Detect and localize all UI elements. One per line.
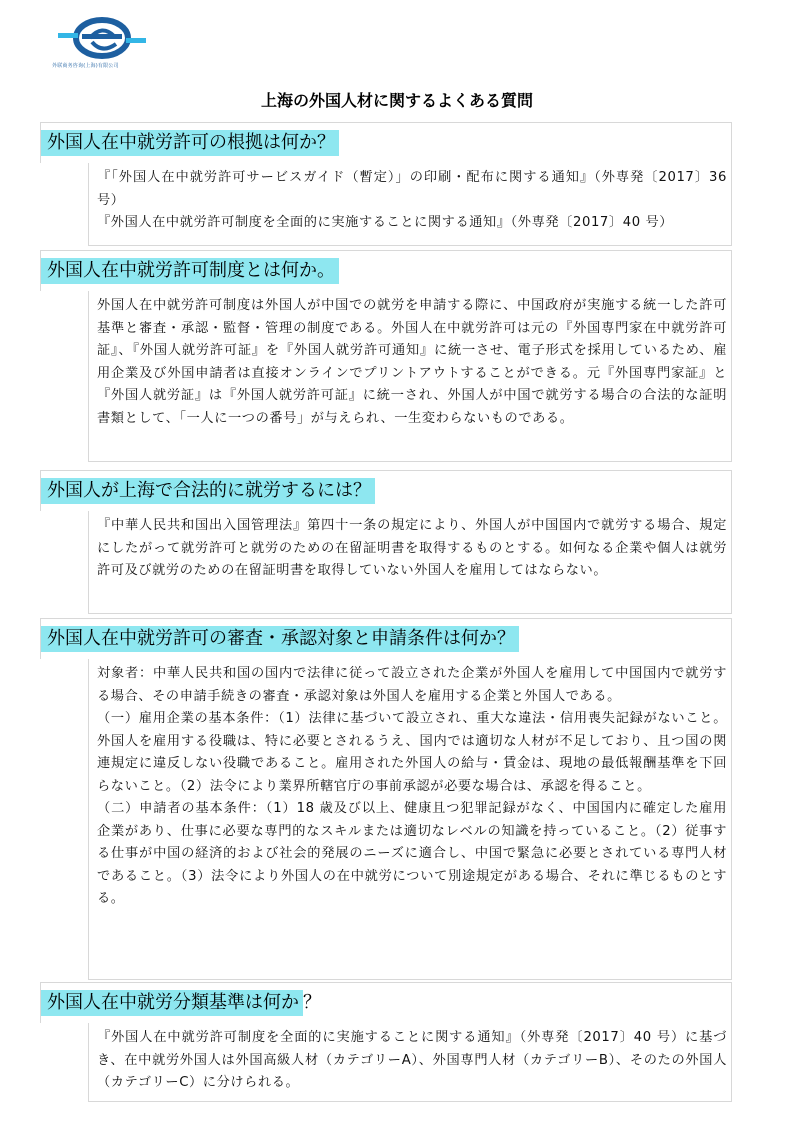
question-row bbox=[40, 618, 732, 659]
answer-box bbox=[88, 291, 732, 462]
answer-paragraph: 『中華人民共和国出入国管理法』第四十一条の規定により、外国人が中国国内で就労する場合、規定にしたがって就労許可と就労のための在留証明書を取得するものとする。如何なる企業や個人は就労許可及び就労のための在留証明書を取得していない外国人を雇用してはならない。 bbox=[97, 518, 727, 578]
answer-box bbox=[88, 511, 732, 614]
question-row bbox=[40, 122, 732, 163]
answer-box bbox=[88, 1023, 732, 1102]
question-row bbox=[40, 250, 732, 291]
answer-paragraph: 『外国人在中就労許可制度を全面的に実施することに関する通知』（外専発〔2017〕40 号） bbox=[97, 215, 674, 230]
question-row bbox=[40, 982, 732, 1023]
question-heading: 外国人が上海で合法的に就労するには？ bbox=[41, 478, 375, 504]
question-heading: 外国人在中就労許可制度とは何か。 bbox=[41, 258, 339, 284]
logo-caption: 外联商务咨询(上海)有限公司 bbox=[52, 63, 119, 69]
faq-section bbox=[40, 470, 732, 614]
answer-paragraph: 外国人在中就労許可制度は外国人が中国での就労を申請する際に、中国政府が実施する統一した許可基準と審査・承認・監督・管理の制度である。外国人在中就労許可は元の『外国専門家在中就労許可証』、『外国人就労許可証』を『外国人就労許可通知』に統一させ、電子形式を採用しているため、雇用企業及び外国申請者は直接オンラインでプリントアウトすることができる。元『外国専門家証』と『外国人就労証』は『外国人就労許可証』に統一され、外国人が中国で就労する場合の合法的な証明書類として、「一人に一つの番号」が与えられ、一生変わらないものである。 bbox=[97, 298, 727, 426]
answer-box bbox=[88, 163, 732, 246]
logo-emblem-icon bbox=[52, 14, 152, 64]
faq-section bbox=[40, 122, 732, 246]
faq-section bbox=[40, 982, 732, 1102]
page-title: 上海の外国人材に関するよくある質問 bbox=[260, 91, 533, 110]
question-heading: 外国人在中就労分類基準は何か bbox=[41, 990, 303, 1016]
faq-section bbox=[40, 618, 732, 980]
answer-paragraph: （二）申請者の基本条件：（1）18 歳及び以上、健康且つ犯罪記録がなく、中国国内に確定した雇用企業があり、仕事に必要な専門的なスキルまたは適切なレベルの知識を持っていること。（2）従事する仕事が中国の経済的および社会的発展のニーズに適合し、中国で緊急に必要とされている専門人材であること。（3）法令により外国人の在中就労について別途規定がある場合、それに準じるものとする。 bbox=[97, 801, 727, 906]
question-heading: 外国人在中就労許可の根拠は何か？ bbox=[41, 130, 339, 156]
answer-paragraph: 対象者：中華人民共和国の国内で法律に従って設立された企業が外国人を雇用して中国国内で就労する場合、その申請手続きの審査・承認対象は外国人を雇用する企業と外国人である。 bbox=[97, 666, 727, 704]
question-mark: ？ bbox=[303, 992, 321, 1013]
answer-paragraph: （一）雇用企業の基本条件：（1）法律に基づいて設立され、重大な違法・信用喪失記録がないこと。外国人を雇用する役職は、特に必要とされるうえ、国内では適切な人材が不足しており、且つ国の関連規定に違反しない役職であること。雇用された外国人の給与・賃金は、現地の最低報酬基準を下回らないこと。（2）法令により業界所轄官庁の事前承認が必要な場合は、承認を得ること。 bbox=[97, 711, 727, 794]
question-heading: 外国人在中就労許可の審査・承認対象と申請条件は何か？ bbox=[41, 626, 519, 652]
answer-paragraph: 『外国人在中就労許可制度を全面的に実施することに関する通知』（外専発〔2017〕40 号）に基づき、在中就労外国人は外国高級人材（カテゴリーA）、外国専門人材（カテゴリーB）、そのたの外国人（カテゴリーC）に分けられる。 bbox=[97, 1030, 727, 1090]
question-row bbox=[40, 470, 732, 511]
answer-paragraph: 『「外国人在中就労許可サービスガイド（暫定）」の印刷・配布に関する通知』（外専発〔2017〕36 号） bbox=[97, 170, 727, 208]
faq-section bbox=[40, 250, 732, 462]
answer-box bbox=[88, 659, 732, 980]
